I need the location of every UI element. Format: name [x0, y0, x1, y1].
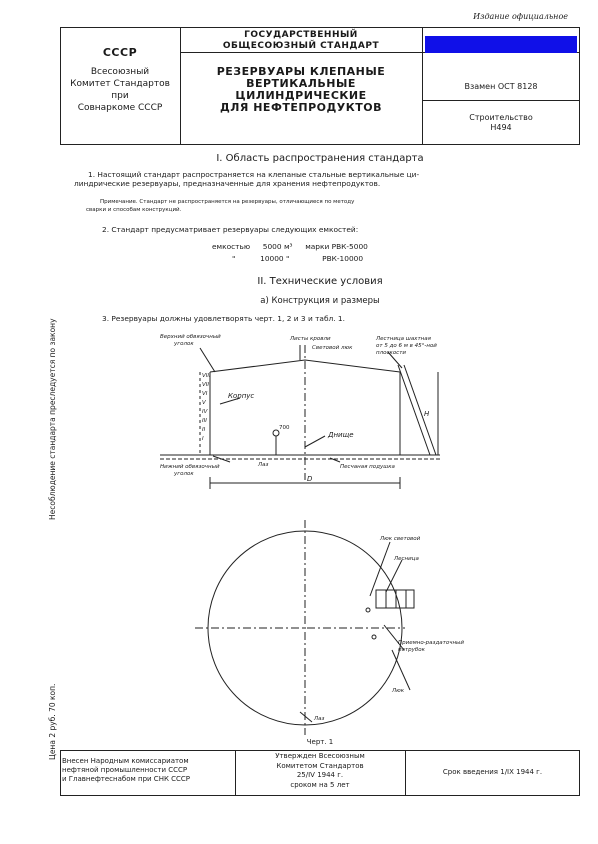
section1-heading: I. Область распространения стандарта: [216, 153, 424, 164]
capacity-row-1: емкостью 5000 м³ марки РВК-5000: [212, 242, 368, 251]
figure-caption: Черт. 1: [306, 738, 334, 746]
label-shell: Корпус: [228, 392, 255, 400]
plan-label-a: Люк световой: [380, 536, 421, 542]
section2-subheading: а) Конструкция и размеры: [260, 296, 380, 306]
section2-paragraph3: 3. Резервуары должны удовлетворять черт. 1, 2 и 3 и табл. 1.: [102, 314, 345, 323]
dim-d: D: [307, 475, 313, 483]
category-label: Строительство: [469, 113, 533, 122]
label-pipe: Лаз: [258, 462, 269, 468]
committee-block: Всесоюзный Комитет Стандартов при Совнаркоме СССР: [70, 67, 170, 113]
plan-label-d: Люк: [392, 688, 405, 694]
footer-introduced: Внесен Народным комиссариатом нефтяной промышленности СССР и Главнефтеснабом при СНК СССР: [62, 757, 191, 783]
category-number: Н494: [490, 123, 512, 132]
gov-line-2: ОБЩЕСОЮЗНЫЙ СТАНДАРТ: [222, 41, 380, 51]
section2-heading: II. Технические условия: [257, 276, 383, 287]
label-lower-angle: Нижний обвязочный уголок: [160, 464, 220, 477]
label-manhole: Световой люк: [312, 345, 353, 351]
plan-label-b: Лесница: [394, 556, 419, 562]
gov-line-1: ГОСУДАРСТВЕННЫЙ: [244, 30, 358, 40]
document-title: РЕЗЕРВУАРЫ КЛЕПАНЫЕ ВЕРТИКАЛЬНЫЕ ЦИЛИНДРИЧЕСКИЕ ДЛЯ НЕФТЕПРОДУКТОВ: [216, 65, 386, 114]
plan-label-c: Приемно-раздаточный патрубок: [398, 640, 464, 653]
label-shaft-ladder: Лестница шахтная от 5 до 6 м в 45°-ной плоскости: [376, 336, 437, 356]
price-note: Цена 2 руб. 70 коп.: [48, 683, 57, 760]
edition-note: Издание официальное: [473, 12, 568, 21]
shell-row-labels: VIII VII VI V IV III II I: [202, 373, 211, 442]
ussr-label: СССР: [102, 46, 138, 59]
compliance-note: Несоблюдение стандарта преследуется по закону: [48, 318, 57, 520]
section1-paragraph2: 2. Стандарт предусматривает резервуары следующих емкостей:: [102, 225, 359, 234]
footer-approved: Утвержден Всесоюзным Комитетом Стандартов 25/IV 1944 г. сроком на 5 лет: [275, 752, 365, 789]
dim-700: 700: [279, 425, 290, 431]
dim-h: H: [424, 410, 430, 418]
footer-effective: Срок введения 1/IX 1944 г.: [442, 768, 543, 776]
section1-note: Примечание. Стандарт не распространяется на резервуары, отличающиеся по методу сварки и способам конструкций.: [86, 199, 355, 213]
label-bottom: Днище: [328, 431, 354, 439]
label-ring-angle: Верхний обвязочный уголок: [160, 334, 221, 347]
label-foundation: Песчаная подушка: [340, 464, 395, 470]
capacity-row-2: " 10000 " РВК-10000: [232, 254, 364, 263]
label-roof-sheet: Листы кровли: [290, 336, 331, 342]
section1-paragraph1: 1. Настоящий стандарт распространяется на клепаные стальные вертикальные ци- линдрические резервуары, предназначенные для хранения нефтепродуктов.: [74, 170, 420, 188]
plan-label-pipe: Лаз: [314, 716, 325, 722]
replaces-label: Взамен ОСТ 8128: [464, 82, 538, 91]
